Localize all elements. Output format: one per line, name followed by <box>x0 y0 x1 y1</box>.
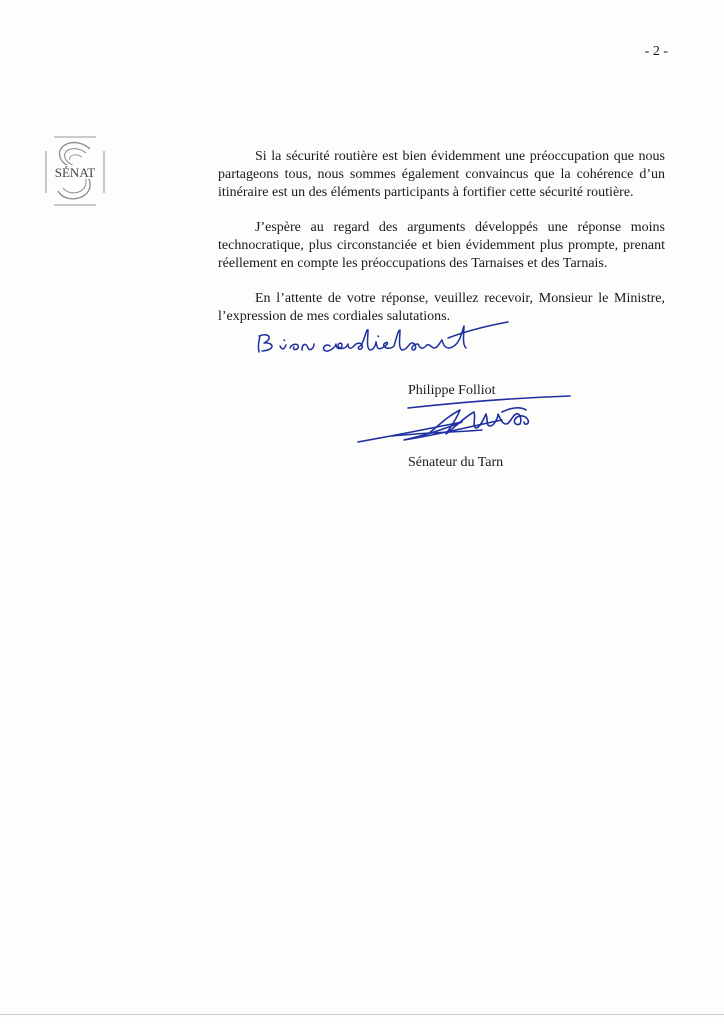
paragraph: Si la sécurité routière est bien évidemment une préoccupation que nous partageons tous, nous sommes également convaincus que la cohérence d’un itinéraire est un des éléments participants à fortifier cette sécurité routière. <box>218 149 665 200</box>
senat-logo-icon <box>44 135 106 207</box>
signatory-title: Sénateur du Tarn <box>408 455 504 470</box>
paragraph: J’espère au regard des arguments développés une réponse moins technocratique, plus circonstanciée et bien évidemment plus prompte, prenant réellement en compte les préoccupations des Tarnaises et des Tarnais. <box>218 220 665 271</box>
signatory-name: Philippe Folliot <box>408 383 496 398</box>
paragraph: En l’attente de votre réponse, veuillez recevoir, Monsieur le Ministre, l’expression de mes cordiales salutations. <box>218 291 665 324</box>
handwritten-closing <box>250 318 510 360</box>
handwritten-signature <box>352 390 574 452</box>
letter-body <box>218 148 665 343</box>
logo-text: SÉNAT <box>54 165 96 180</box>
page-number: - 2 - <box>644 44 668 59</box>
page-divider <box>0 1014 724 1015</box>
